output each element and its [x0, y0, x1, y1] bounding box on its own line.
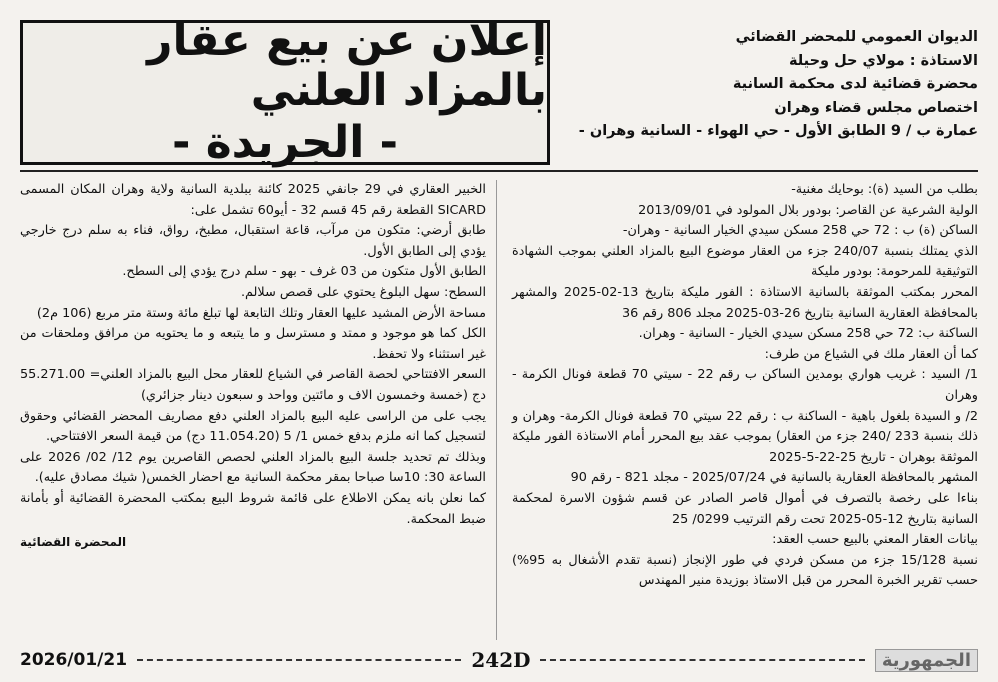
paragraph: المحرر بمكتب الموثقة بالسانية الاستاذة : الفور مليكة بتاريخ 13-02-2025 والمشهر بالمحافظة العقارية السانية بتاريخ 26-03-2025 مجلد 806 رقم 36 — [512, 284, 978, 321]
paragraph: الساكن (ة) ب : 72 حي 258 مسكن سيدي الخيار السانية - وهران- — [622, 223, 978, 239]
header-line: الاستاذة : مولاي حل وحيلة — [788, 52, 978, 69]
paragraph: مساحة الأرض المشيد عليها العقار وتلك التابعة لها تبلغ مائة وستة متر مربع (106 م2) — [36, 305, 486, 321]
paragraph: 1/ السيد : غريب هواري بومدين الساكن ب رقم 22 - سيتي 70 قطعة فونال الكرمة - وهران — [512, 367, 979, 403]
paragraph: السعر الافتتاحي لحصة القاصر في الشياع للعقار محل البيع بالمزاد العلني= 55.271.00 دج (خمسة وخمسون الاف و مائتين وواحد و سبعون دينار جزائري) — [20, 367, 486, 403]
paragraph: يجب على من الراسى عليه البيع بالمزاد العلني دفع مصاريف المحضر القضائي وحقوق لتسجيل كما انه ملزم بدفع خمس 1/ 5 (11.054.20 دج) من قيمة السعر الافتتاحي. — [20, 408, 486, 445]
signature: المحضرة القضائية — [20, 535, 127, 550]
left-column — [20, 180, 486, 553]
paragraph: الطابق الأول متكون من 03 غرف - بهو - سلم درج يؤدي إلى السطح. — [122, 264, 486, 280]
header-line: محضرة قضائية لدى محكمة السانية — [732, 76, 978, 92]
announcement-title-box — [20, 14, 550, 168]
header-line: الديوان العمومي للمحضر القضائي — [735, 29, 978, 45]
page-footer — [20, 644, 978, 676]
paragraph: وبذلك تم تحديد جلسة البيع بالمزاد العلني لحصص القاصرين يوم 12/ 02/ 2026 على الساعة 30: 10سا صباحا بمقر محكمة السانية مع احضار الخمس( شيك مصادق عليه). — [20, 449, 486, 486]
paragraph: كما نعلن بانه يمكن الاطلاع على قائمة شروط البيع بمكتب المحضرة القضائية أو بأمانة ضبط المحكمة. — [20, 490, 486, 527]
paragraph: الخبير العقاري في 29 جانفي 2025 كائنة ببلدية السانية ولاية وهران المكان المسمى SICARD القطعة رقم 45 قسم 32 - أيو60 تشمل على: — [20, 182, 486, 218]
paragraph: بطلب من السيد (ة): بوحايك مغنية- — [791, 182, 978, 197]
paragraph: كما أن العقار ملك في الشياع من طرف: — [764, 346, 978, 362]
header-line: اختصاص مجلس قضاء وهران — [774, 99, 978, 116]
newspaper-logo: الجمهورية — [875, 649, 978, 672]
paragraph: الكل كما هو موجود و ممتد و مسترسل و ما يتبعه و ما يحتويه من مرافق وملحقات من غير استثناء ولا تحفظ. — [20, 326, 486, 362]
announcement-subtitle: - الجريدة - — [172, 116, 398, 168]
paragraph: بناءا على رخصة بالتصرف في أموال قاصر الصادر عن قسم شؤون الاسرة لمحكمة السانية بتاريخ 12-05-2025 تحت رقم الترتيب 0299/ 25 — [512, 490, 978, 527]
footer-rule — [137, 659, 461, 661]
paragraph: المشهر بالمحافظة العقارية بالسانية في 2025/07/24 - مجلد 821 - رقم 90 — [570, 470, 978, 486]
paragraph: الولية الشرعية عن القاصر: بودور بلال المولود في 2013/09/01 — [638, 202, 978, 218]
paragraph: نسبة 15/128 جزء من مسكن فردي في طور الإنجاز (نسبة تقدم الأشغال به 95%) حسب تقرير الخبرة المحرر من قبل الاستاذ بوزيدة منير المهندس — [512, 552, 978, 589]
header-line: عمارة ب / 9 الطابق الأول - حي الهواء - السانية وهران - — [578, 123, 978, 139]
footer-rule — [540, 659, 864, 661]
bailiff-header — [548, 26, 978, 144]
page-number: 242D — [471, 648, 531, 672]
paragraph: بيانات العقار المعني بالبيع حسب العقد: — [772, 532, 978, 548]
paragraph: الساكنة ب: 72 حي 258 مسكن سيدي الخيار - السانية - وهران. — [638, 326, 978, 342]
paragraph: السطح: سهل البلوغ يحتوي على قصص سلالم. — [240, 284, 486, 300]
announcement-title: إعلان عن بيع عقار بالمزاد العلني — [147, 14, 547, 117]
right-column — [512, 180, 978, 592]
paragraph: طابق أرضي: متكون من مرآب، قاعة استقبال، مطبخ، رواق، فناء به سلم درج خارجي يؤدي إلى الطابق الأول. — [20, 223, 486, 259]
issue-date: 2026/01/21 — [19, 650, 128, 670]
paragraph: الذي يمتلك بنسبة 240/07 جزء من العقار موضوع البيع بالمزاد العلني بموجب الشهادة التوثيقية للمرحومة: بودور مليكة — [512, 243, 979, 280]
paragraph: 2/ و السيدة بلغول باهية - الساكنة ب : رقم 22 سيتي 70 قطعة فونال الكرمة- وهران و ذلك بنسبة 233 /240 جزء من العقار) بموجب عقد بيع المحرر أمام الاستاذة الفور مليكة الموثقة بوهران - تاريخ 25-22-5-2025 — [512, 408, 979, 465]
header-divider — [20, 170, 978, 172]
column-separator — [496, 180, 497, 640]
